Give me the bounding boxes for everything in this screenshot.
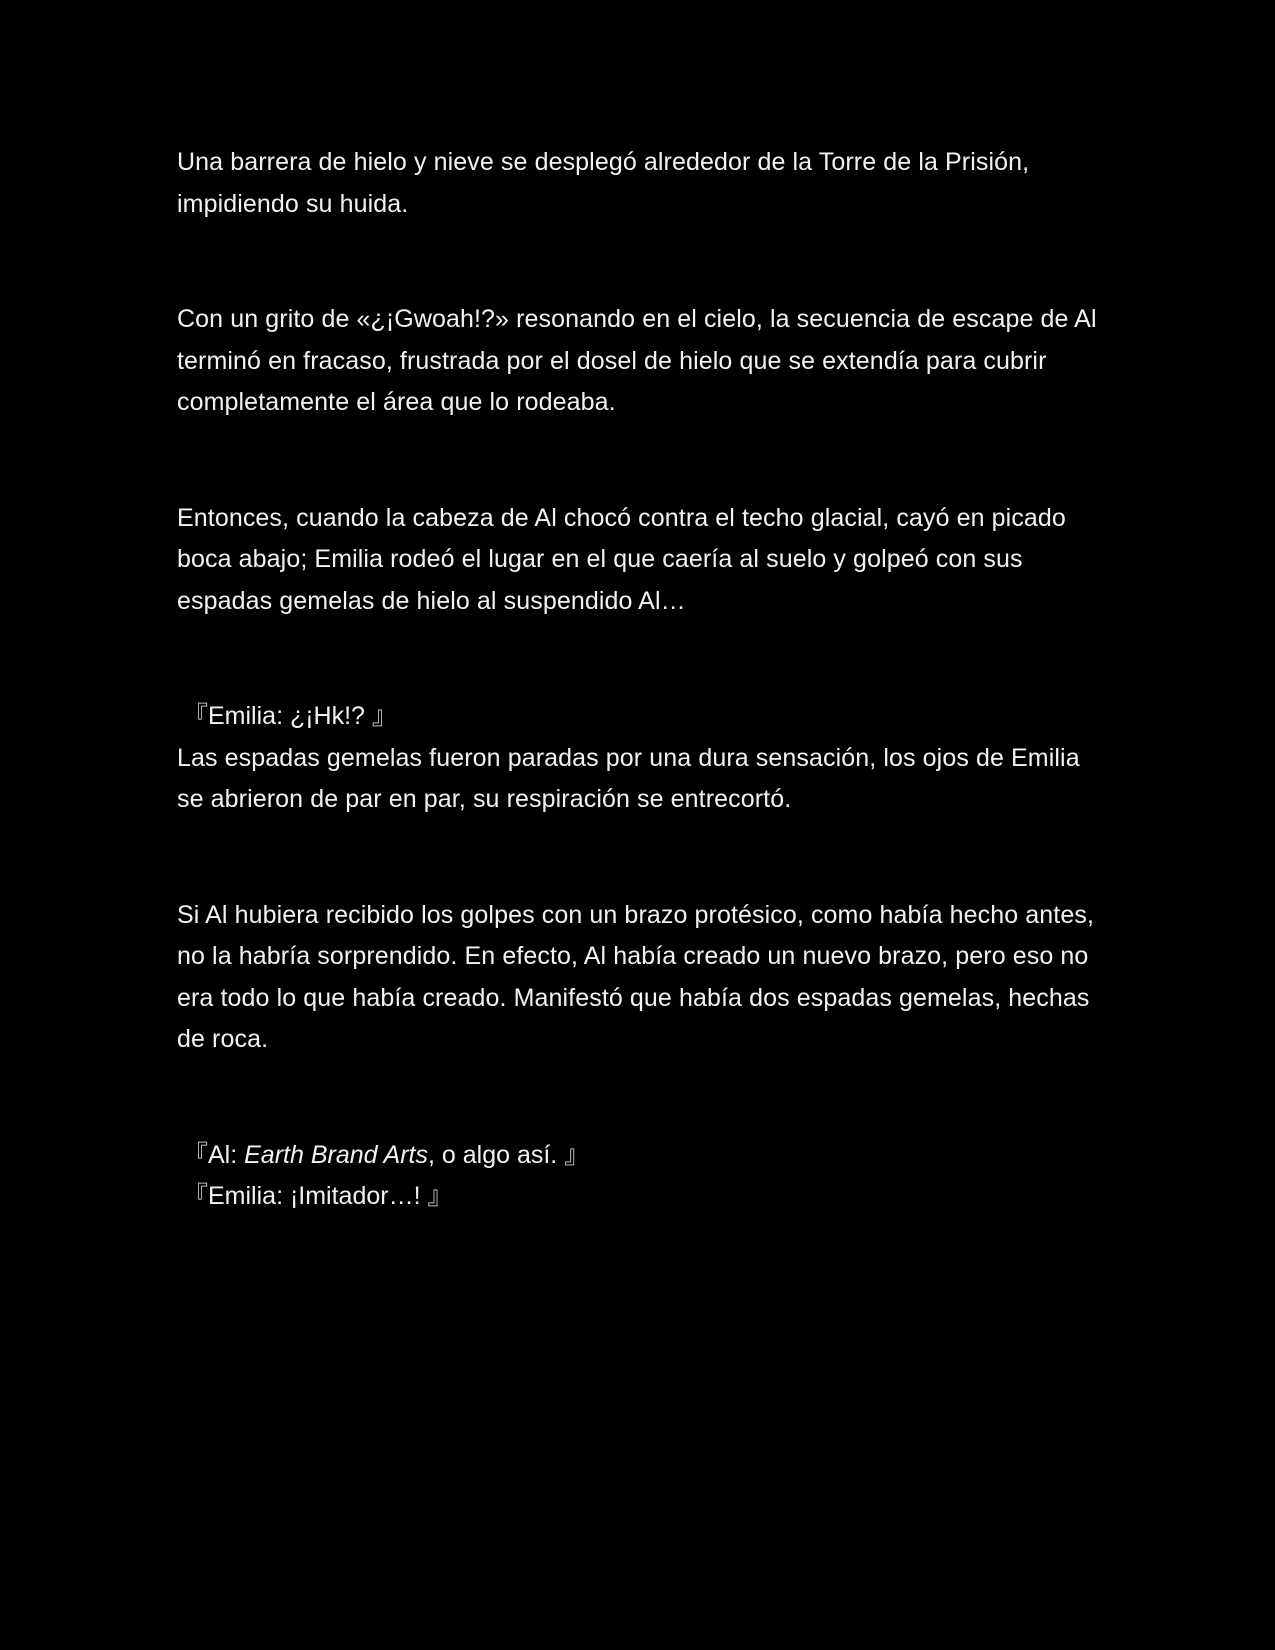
dialogue-emilia-1: 『Emilia: ¿¡Hk!? 』 <box>183 702 397 730</box>
paragraph-1: Una barrera de hielo y nieve se desplegó alrededor de la Torre de la Prisión, impidiendo su huida. <box>177 148 1030 218</box>
dialogue-al <box>177 1135 1107 1177</box>
document-page <box>177 142 1107 1218</box>
paragraph-3: Entonces, cuando la cabeza de Al chocó contra el techo glacial, cayó en picado boca abajo; Emilia rodeó el lugar en el que caería al suelo y golpeó con sus espadas gemelas de hielo al suspendido Al… <box>177 503 1066 615</box>
dialogue-al-open: 『Al: <box>183 1140 245 1169</box>
paragraph-4: Las espadas gemelas fueron paradas por una dura sensación, los ojos de Emilia se abrieron de par en par, su respiración se entrecortó. <box>177 743 1080 813</box>
paragraph-2: Con un grito de «¿¡Gwoah!?» resonando en el cielo, la secuencia de escape de Al terminó en fracaso, frustrada por el dosel de hielo que se extendía para cubrir completamente el área que lo rodeaba. <box>177 305 1097 416</box>
paragraph-5: Si Al hubiera recibido los golpes con un brazo protésico, como había hecho antes, no la habría sorprendido. En efecto, Al había creado un nuevo brazo, pero eso no era todo lo que había creado. Manifestó que había dos espadas gemelas, hechas de roca. <box>177 900 1094 1053</box>
dialogue-al-italic: Earth Brand Arts <box>244 1140 428 1169</box>
dialogue-al-close: , o algo así. 』 <box>428 1140 590 1169</box>
dialogue-emilia-2: 『Emilia: ¡Imitador…! 』 <box>183 1182 453 1210</box>
